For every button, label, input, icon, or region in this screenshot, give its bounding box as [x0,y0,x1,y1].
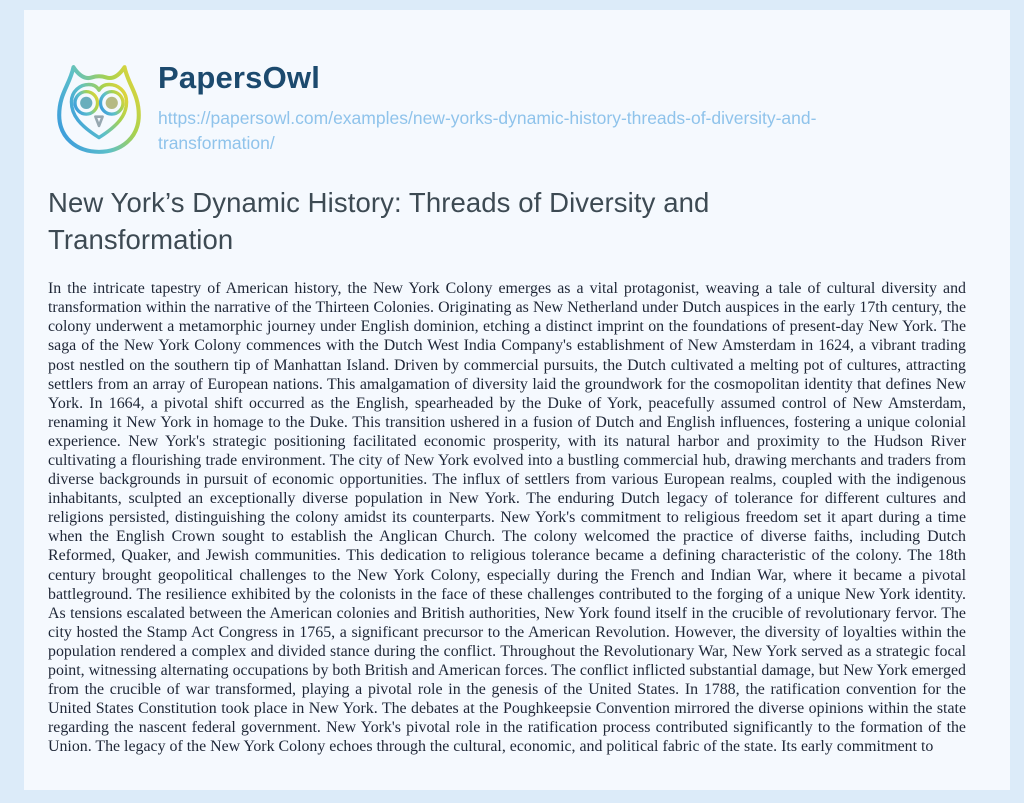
header-text-block [158,57,893,156]
essay-body-text: In the intricate tapestry of American history, the New York Colony emerges as a vital protagonist, weaving a tale of cultural diversity and transformation within the narrative of the Thirteen Colonies. Originating as New Netherland under Dutch auspices in the early 17th century, the colony underwent a metamorphic journey under English dominion, etching a distinct imprint on the foundations of present-day New York. The saga of the New York Colony commences with the Dutch West India Company's establishment of New Amsterdam in 1624, a vibrant trading post nestled on the southern tip of Manhattan Island. Driven by commercial pursuits, the Dutch cultivated a melting pot of cultures, attracting settlers from an array of European nations. This amalgamation of diversity laid the groundwork for the cosmopolitan identity that defines New York. In 1664, a pivotal shift occurred as the English, spearheaded by the Duke of York, peacefully assumed control of New Amsterdam, renaming it New York in homage to the Duke. This transition ushered in a fusion of Dutch and English influences, fostering a unique colonial experience. New York's strategic positioning facilitated economic prosperity, with its natural harbor and proximity to the Hudson River cultivating a flourishing trade environment. The city of New York evolved into a bustling commercial hub, drawing merchants and traders from diverse backgrounds in pursuit of economic opportunities. The influx of settlers from various European realms, coupled with the indigenous inhabitants, sculpted an exceptionally diverse population in New York. The enduring Dutch legacy of tolerance for different cultures and religions persisted, distinguishing the colony amidst its counterparts. New York's commitment to religious freedom set it apart during a time when the English Crown sought to establish the Anglican Church. The colony welcomed the practice of diverse faiths, including Dutch Reformed, Quaker, and Jewish communities. This dedication to religious tolerance became a defining characteristic of the colony. The 18th century brought geopolitical challenges to the New York Colony, especially during the French and Indian War, where it became a pivotal battleground. The resilience exhibited by the colonists in the face of these challenges contributed to the forging of a unique New York identity. As tensions escalated between the American colonies and British authorities, New York found itself in the crucible of revolutionary fervor. The city hosted the Stamp Act Congress in 1765, a significant precursor to the American Revolution. However, the diversity of loyalties within the population rendered a complex and divided stance during the conflict. Throughout the Revolutionary War, New York served as a strategic focal point, witnessing alternating occupations by both British and American forces. The conflict inflicted substantial damage, but New York emerged from the crucible of war transformed, playing a pivotal role in the genesis of the United States. In 1788, the ratification convention for the United States Constitution took place in New York. The debates at the Poughkeepsie Convention mirrored the diverse opinions within the state regarding the nascent federal government. New York's pivotal role in the ratification process contributed significantly to the formation of the Union. The legacy of the New York Colony echoes through the cultural, economic, and political fabric of the state. Its early commitment to [48,280,966,756]
owl-logo-icon[interactable] [48,57,150,159]
site-header [48,57,965,159]
brand-name: PapersOwl [158,60,321,95]
page-url-link[interactable]: https://papersowl.com/examples/new-yorks-dynamic-history-threads-of-diversity-and-transformation/ [158,107,817,154]
essay-title: New York’s Dynamic History: Threads of Diversity and Transformation [48,187,710,255]
content-surface [24,10,1010,790]
